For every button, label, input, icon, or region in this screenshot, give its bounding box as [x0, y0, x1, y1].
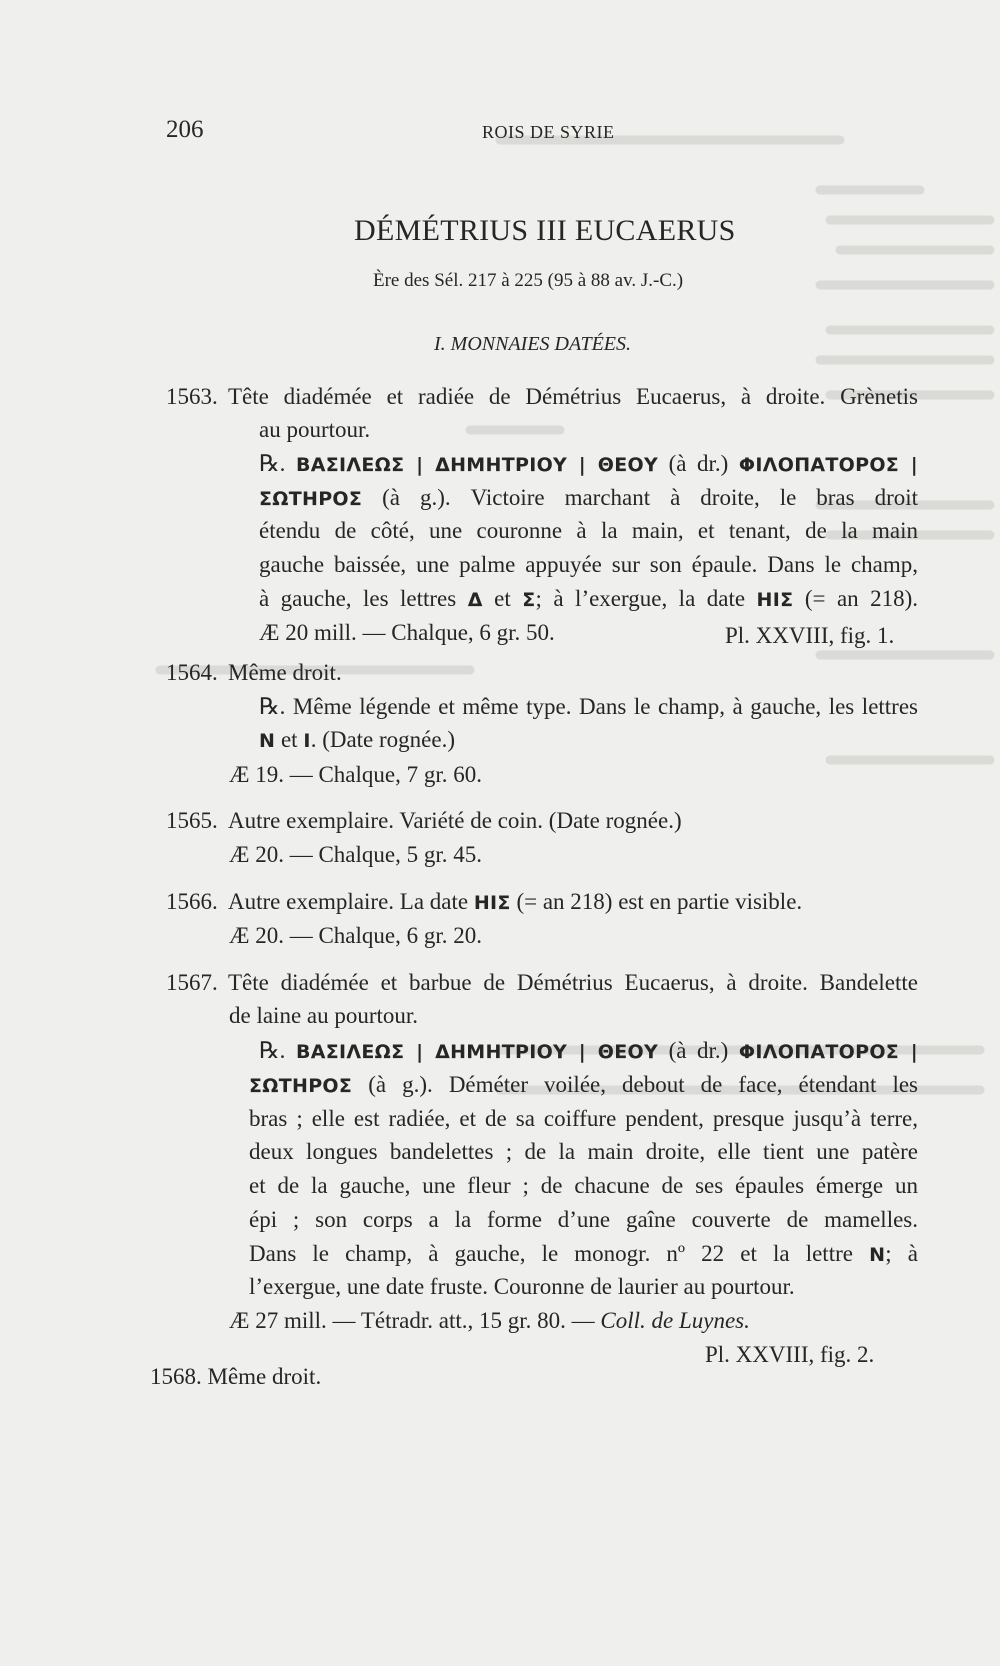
entry-1565-metal: Æ 20. — Chalque, 5 gr. 45.: [229, 842, 482, 867]
entry-number: 1568.: [150, 1364, 202, 1389]
entry-1564-reverse-line-2: N et I. (Date rognée.): [259, 727, 455, 752]
entry-1567-reverse-line-6: épi ; son corps a la forme d’une gaîne couverte de mamelles.: [249, 1207, 918, 1232]
running-title: ROIS DE SYRIE: [482, 122, 615, 142]
entry-1564-reverse-line-1: ℞. Même légende et même type. Dans le champ, à gauche, les lettres: [259, 694, 918, 719]
collection-name: Coll. de Luynes.: [600, 1308, 750, 1333]
entry-1567-reverse-line-7: Dans le champ, à gauche, le monogr. nº 22 et la lettre N; à: [249, 1241, 919, 1266]
entry-1566-metal: Æ 20. — Chalque, 6 gr. 20.: [229, 923, 482, 948]
entry-1563-reverse-line-5: à gauche, les lettres Δ et Σ; à l’exergue, la date HIΣ (= an 218).: [259, 586, 919, 611]
entry-1563-metal: Æ 20 mill. — Chalque, 6 gr. 50.: [259, 620, 555, 645]
entry-1567-plate: Pl. XXVIII, fig. 2.: [705, 1342, 875, 1367]
page-number: 206: [166, 116, 204, 143]
entry-1565-line-1: 1565. Autre exemplaire. Variété de coin. (Date rognée.): [166, 808, 682, 833]
entry-1564-metal: Æ 19. — Chalque, 7 gr. 60.: [229, 762, 482, 787]
entry-1563-plate: Pl. XXVIII, fig. 1.: [725, 623, 895, 648]
entry-1567-reverse-line-3: bras ; elle est radiée, et de sa coiffure pendent, presque jusqu’à terre,: [249, 1106, 918, 1131]
entry-1567-metal: Æ 27 mill. — Tétradr. att., 15 gr. 80. — Coll. de Luynes.: [229, 1308, 750, 1333]
reverse-symbol: ℞.: [259, 694, 286, 719]
entry-1567-reverse-line-2: ΣΩΤΗΡΟΣ (à g.). Déméter voilée, debout de face, étendant les: [249, 1072, 918, 1097]
page-title: DÉMÉTRIUS III EUCAERUS: [354, 214, 736, 247]
entry-1563-reverse-line-1: ℞. ΒΑΣΙΛΕΩΣ | ΔΗΜΗΤΡΙΟΥ | ΘΕΟΥ (à dr.) ΦΙΛΟΠΑΤΟΡΟΣ |: [259, 451, 919, 476]
entry-1567-reverse-line-4: deux longues bandelettes ; de la main droite, elle tient une patère: [249, 1139, 918, 1164]
entry-1563-reverse-line-4: gauche baissée, une palme appuyée sur son épaule. Dans le champ,: [259, 552, 918, 577]
entry-1567-line-2: de laine au pourtour.: [229, 1003, 419, 1028]
entry-number: 1565.: [166, 808, 218, 833]
page-subtitle: Ère des Sél. 217 à 225 (95 à 88 av. J.-C.): [373, 270, 684, 291]
entry-1568-line-1: 1568. Même droit.: [150, 1364, 322, 1389]
reverse-symbol: ℞.: [259, 1038, 286, 1063]
entry-1563-line-2: au pourtour.: [259, 417, 371, 442]
entry-number: 1563.: [166, 384, 218, 409]
entry-number: 1567.: [166, 970, 218, 995]
entry-1564-line-1: 1564. Même droit.: [166, 660, 342, 685]
entry-1563-reverse-line-2: ΣΩΤΗΡΟΣ (à g.). Victoire marchant à droite, le bras droit: [259, 485, 919, 510]
entry-number: 1564.: [166, 660, 218, 685]
entry-1563-reverse-line-3: étendu de côté, une couronne à la main, et tenant, de la main: [259, 518, 918, 543]
reverse-symbol: ℞.: [259, 451, 286, 476]
section-heading: I. MONNAIES DATÉES.: [434, 333, 632, 355]
entry-number: 1566.: [166, 889, 218, 914]
entry-1567-line-1: 1567. Tête diadémée et barbue de Démétrius Eucaerus, à droite. Bandelette: [166, 970, 918, 995]
entry-1567-reverse-line-5: et de la gauche, une fleur ; de chacune de ses épaules émerge un: [249, 1173, 918, 1198]
entry-1567-reverse-line-1: ℞. ΒΑΣΙΛΕΩΣ | ΔΗΜΗΤΡΙΟΥ | ΘΕΟΥ (à dr.) ΦΙΛΟΠΑΤΟΡΟΣ |: [259, 1038, 919, 1063]
entry-1563-line-1: 1563. Tête diadémée et radiée de Démétrius Eucaerus, à droite. Grènetis: [166, 384, 918, 409]
entry-1567-reverse-line-8: l’exergue, une date fruste. Couronne de laurier au pourtour.: [249, 1274, 795, 1299]
entry-1566-line-1: 1566. Autre exemplaire. La date HIΣ (= an 218) est en partie visible.: [166, 889, 803, 914]
